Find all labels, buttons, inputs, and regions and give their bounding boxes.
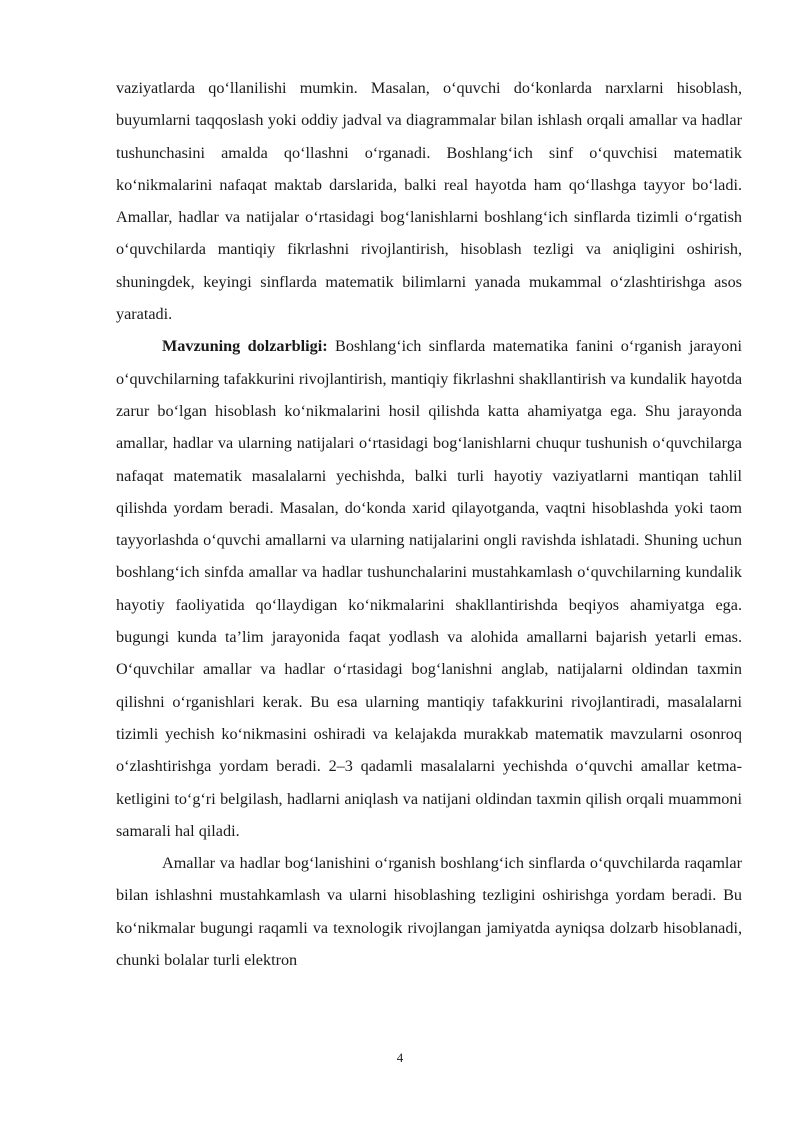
paragraph-text: Boshlang‘ich sinflarda matematika fanini o‘rganish jarayoni o‘quvchilarning tafakkurini rivojlantirish, mantiqiy fikrlashni shakllantirish va kundalik hayotda zarur bo‘lgan hisoblash ko‘nikmalarini hosil qilishda katta ahamiyatga ega. Shu jarayonda amallar, hadlar va ularning natijalari o‘rtasidagi bog‘lanishlarni chuqur tushunish o‘quvchilarga nafaqat matematik masalalarni yechishda, balki turli hayotiy vaziyatlarni mantiqan tahlil qilishda yordam beradi. Masalan, do‘konda xarid qilayotganda, vaqtni hisoblashda yoki taom tayyorlashda o‘quvchi amallarni va ularning natijalarini ongli ravishda ishlatadi. Shuning uchun boshlang‘ich sinfda amallar va hadlar tushunchalarini mustahkamlash o‘quvchilarning kundalik hayotiy faoliyatida qo‘llaydigan ko‘nikmalarini shakllantirishda beqiyos ahamiyatga ega. bugungi kunda ta’lim jarayonida faqat yodlash va alohida amallarni bajarish yetarli emas. O‘quvchilar amallar va hadlar o‘rtasidagi bog‘lanishni anglab, natijalarni oldindan taxmin qilishni o‘rganishlari kerak. Bu esa ularning mantiqiy tafakkurini rivojlantiradi, masalalarni tizimli yechish ko‘nikmasini oshiradi va kelajakda murakkab matematik mavzularni osonroq o‘zlashtirishga yordam beradi. 2–3 qadamli masalalarni yechishda o‘quvchi amallar ketma-ketligini to‘g‘ri belgilash, hadlarni aniqlash va natijani oldindan taxmin qilish orqali muammoni samarali hal qiladi. <box>116 337 742 840</box>
paragraph-relevance <box>116 330 742 847</box>
paragraph-operations <box>116 847 742 976</box>
body-text <box>116 72 742 976</box>
paragraph-text: Amallar va hadlar bog‘lanishini o‘rganish boshlang‘ich sinflarda o‘quvchilarda raqamlar bilan ishlashni mustahkamlash va ularni hisoblashing tezligini oshirishga yordam beradi. Bu ko‘nikmalar bugungi raqamli va texnologik rivojlangan jamiyatda ayniqsa dolzarb hisoblanadi, chunki bolalar turli elektron <box>116 854 742 970</box>
page-number: 4 <box>396 1050 404 1065</box>
paragraph-heading: Mavzuning dolzarbligi: <box>162 337 328 356</box>
paragraph-text: vaziyatlarda qo‘llanilishi mumkin. Masalan, o‘quvchi do‘konlarda narxlarni hisoblash, buyumlarni taqqoslash yoki oddiy jadval va diagrammalar bilan ishlash orqali amallar va hadlar tushunchasini amalda qo‘llashni o‘rganadi. Boshlang‘ich sinf o‘quvchisi matematik ko‘nikmalarini nafaqat maktab darslarida, balki real hayotda ham qo‘llashga tayyor bo‘ladi. Amallar, hadlar va natijalar o‘rtasidagi bog‘lanishlarni boshlang‘ich sinflarda tizimli o‘rgatish o‘quvchilarda mantiqiy fikrlashni rivojlantirish, hisoblash tezligi va aniqligini oshirish, shuningdek, keyingi sinflarda matematik bilimlarni yanada mukammal o‘zlashtirishga asos yaratadi. <box>116 79 742 324</box>
paragraph-continuation <box>116 72 742 330</box>
